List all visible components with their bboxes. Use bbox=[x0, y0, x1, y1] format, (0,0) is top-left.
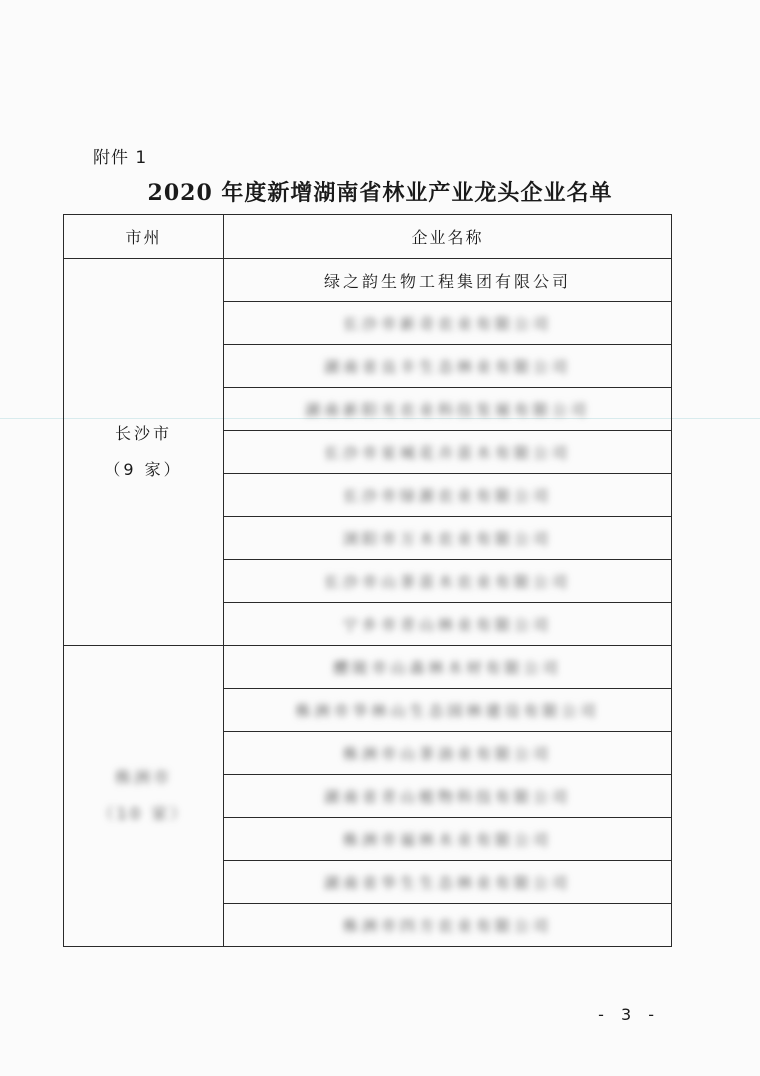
company-cell bbox=[224, 560, 672, 603]
page-number: - 3 - bbox=[598, 1005, 660, 1024]
company-name: 株洲市山茶油业有限公司 bbox=[342, 744, 552, 763]
company-cell bbox=[224, 818, 672, 861]
company-name: 长沙市新奇农业有限公司 bbox=[342, 314, 552, 333]
document-title: 2020 年度新增湖南省林业产业龙头企业名单 bbox=[147, 180, 613, 206]
city-cell bbox=[64, 259, 224, 646]
company-cell bbox=[224, 689, 672, 732]
company-name: 株洲市四方农业有限公司 bbox=[342, 916, 552, 935]
company-cell bbox=[224, 603, 672, 646]
city-cell bbox=[64, 646, 224, 947]
company-cell bbox=[224, 431, 672, 474]
table-row bbox=[64, 646, 672, 689]
company-name: 绿之韵生物工程集团有限公司 bbox=[323, 271, 571, 291]
company-cell bbox=[224, 388, 672, 431]
table-row bbox=[64, 259, 672, 302]
company-cell bbox=[224, 732, 672, 775]
company-cell bbox=[224, 904, 672, 947]
city-company-count: （10 家） bbox=[97, 804, 190, 823]
company-cell bbox=[224, 474, 672, 517]
company-name: 株洲市福林木业有限公司 bbox=[342, 830, 552, 849]
company-cell bbox=[224, 345, 672, 388]
company-name: 湖南省良丰生态林业有限公司 bbox=[323, 357, 571, 376]
city-column-header: 市州 bbox=[64, 215, 224, 259]
city-name: 长沙市 bbox=[114, 424, 172, 443]
company-name: 长沙市山茶苗木农业有限公司 bbox=[323, 572, 571, 591]
company-name: 长沙市绿源农业有限公司 bbox=[342, 486, 552, 505]
enterprise-table bbox=[63, 214, 672, 947]
company-name: 湖南省华生生态林业有限公司 bbox=[323, 873, 571, 892]
company-name: 长沙市星城花卉苗木有限公司 bbox=[323, 443, 571, 462]
company-name: 株洲市华林山生态园林建设有限公司 bbox=[295, 701, 600, 720]
table-body bbox=[64, 259, 672, 947]
company-name: 湖南新阳光农业科技发展有限公司 bbox=[304, 400, 590, 419]
company-cell bbox=[224, 302, 672, 345]
company-cell bbox=[224, 861, 672, 904]
company-name: 宁乡市青山林业有限公司 bbox=[342, 615, 552, 634]
company-cell bbox=[224, 259, 672, 302]
attachment-label: 附件 1 bbox=[93, 148, 148, 168]
city-name: 株洲市 bbox=[114, 768, 172, 787]
city-company-count: （9 家） bbox=[104, 460, 183, 479]
company-name: 醴陵市山森林木材有限公司 bbox=[333, 658, 562, 677]
company-name: 浏阳市万木农业有限公司 bbox=[342, 529, 552, 548]
company-name: 湖南省青山植物科技有限公司 bbox=[323, 787, 571, 806]
company-cell bbox=[224, 775, 672, 818]
company-column-header: 企业名称 bbox=[224, 215, 672, 259]
table-header-row bbox=[64, 215, 672, 259]
company-cell bbox=[224, 517, 672, 560]
company-cell bbox=[224, 646, 672, 689]
